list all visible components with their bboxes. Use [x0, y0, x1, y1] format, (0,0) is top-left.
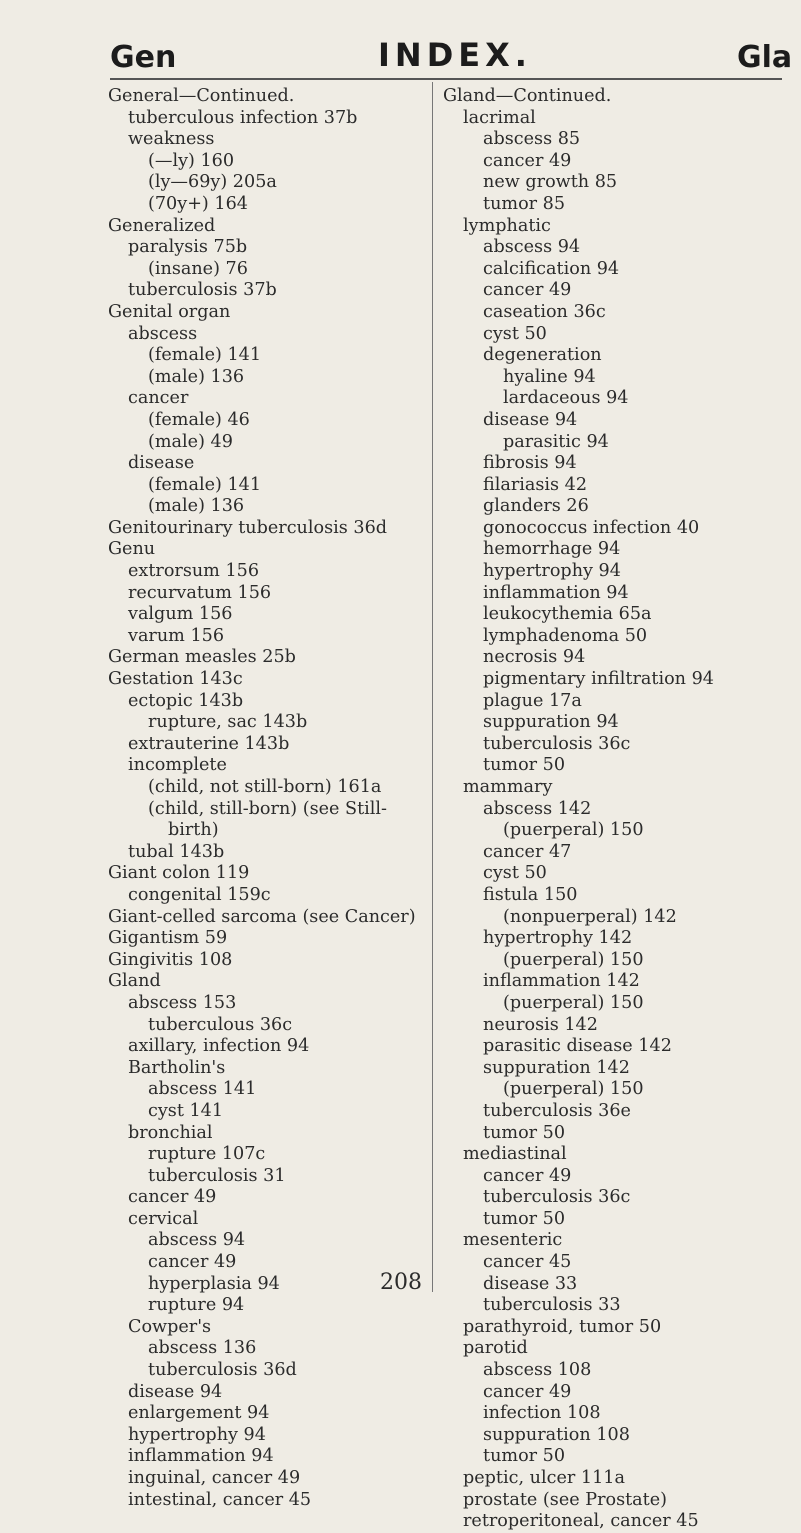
index-entry: (female) 46 — [148, 409, 250, 430]
index-entry: glanders 26 — [483, 496, 589, 517]
header-right-guide: Gla — [737, 40, 793, 75]
index-entry: gonococcus infection 40 — [483, 517, 700, 538]
index-entry: inflammation 142 — [483, 971, 640, 992]
header-rule — [110, 78, 782, 80]
index-entry: calcification 94 — [483, 258, 620, 279]
index-entry: (child, not still-born) 161a — [148, 777, 382, 797]
index-entry: Gingivitis 108 — [108, 949, 233, 970]
index-entry: cancer 49 — [483, 150, 572, 171]
index-entry: paralysis 75b — [128, 237, 248, 258]
index-entry: (—ly) 160 — [148, 150, 235, 171]
index-entry: incomplete — [128, 755, 227, 776]
index-entry: abscess 85 — [483, 129, 581, 150]
index-entry: mediastinal — [463, 1144, 567, 1165]
index-entry: abscess 142 — [483, 798, 592, 819]
index-entry: neurosis 142 — [483, 1014, 598, 1035]
index-entry: cancer — [128, 388, 189, 409]
index-entry: cyst 50 — [483, 323, 547, 344]
index-entry: retroperitoneal, cancer 45 — [463, 1511, 699, 1532]
index-entry: hypertrophy 94 — [483, 561, 621, 582]
header-left-guide: Gen — [110, 40, 177, 75]
index-entry: disease — [128, 453, 195, 474]
index-entry: (insane) 76 — [148, 258, 248, 279]
page-header — [0, 0, 801, 80]
index-entry: Bartholin's — [128, 1057, 226, 1078]
index-entry: inguinal, cancer 49 — [128, 1468, 301, 1488]
index-entry: (child, still-born) (see Still- — [148, 798, 387, 819]
index-entry: congenital 159c — [128, 884, 271, 905]
index-entry: parotid — [463, 1338, 528, 1359]
index-entry: abscess 94 — [483, 237, 581, 258]
index-entry: new growth 85 — [483, 172, 618, 193]
index-entry: recurvatum 156 — [128, 582, 272, 603]
index-entry: mesenteric — [463, 1230, 563, 1251]
index-entry: extrauterine 143b — [128, 733, 290, 754]
index-entry: disease 94 — [128, 1381, 223, 1402]
index-entry: (puerperal) 150 — [503, 992, 644, 1013]
index-entry: fistula 150 — [483, 884, 578, 905]
index-entry: necrosis 94 — [483, 647, 586, 668]
index-entry: (ly—69y) 205a — [148, 172, 277, 193]
index-entry: inflammation 94 — [128, 1446, 274, 1467]
index-entry: hyaline 94 — [503, 366, 596, 387]
index-entry: tuberculous 36c — [148, 1014, 293, 1035]
index-entry: tumor 50 — [483, 1208, 566, 1229]
index-entry: (male) 136 — [148, 366, 245, 387]
index-entry: tumor 85 — [483, 193, 566, 214]
page-number: 208 — [380, 1270, 422, 1295]
index-entry: hypertrophy 142 — [483, 928, 633, 949]
index-entry: cancer 49 — [148, 1252, 237, 1273]
index-entry: cyst 50 — [483, 863, 547, 884]
index-entry: peptic, ulcer 111a — [463, 1468, 625, 1488]
index-entry: leukocythemia 65a — [483, 604, 652, 625]
index-entry: suppuration 108 — [483, 1424, 630, 1445]
index-entry: Gland — [108, 971, 161, 992]
index-entry: varum 156 — [128, 625, 225, 646]
index-entry: Genital organ — [108, 301, 231, 322]
index-entry: degeneration — [483, 345, 602, 366]
index-entry: filariasis 42 — [483, 474, 588, 495]
index-entry: disease 33 — [483, 1273, 578, 1294]
index-entry: hemorrhage 94 — [483, 539, 621, 560]
index-entry: tumor 50 — [483, 1122, 566, 1143]
index-entry: rupture 107c — [148, 1144, 266, 1165]
index-entry: cancer 49 — [483, 1381, 572, 1402]
index-column-right — [443, 86, 793, 1533]
index-entry: cancer 49 — [483, 280, 572, 301]
index-entry: tuberculosis 33 — [483, 1295, 621, 1316]
index-entry: (female) 141 — [148, 474, 262, 495]
index-entry: intestinal, cancer 45 — [128, 1489, 312, 1510]
index-entry: lymphadenoma 50 — [483, 625, 648, 646]
index-entry: parasitic 94 — [503, 431, 609, 452]
index-entry: mammary — [463, 777, 553, 797]
index-entry: cyst 141 — [148, 1100, 224, 1121]
index-entry: tuberculosis 36c — [483, 1187, 631, 1208]
index-entry: hypertrophy 94 — [128, 1424, 266, 1445]
index-entry: fibrosis 94 — [483, 453, 577, 474]
index-entry: cancer 49 — [483, 1165, 572, 1186]
index-entry: Cowper's — [128, 1316, 212, 1337]
index-entry: ectopic 143b — [128, 690, 244, 711]
index-entry: abscess 94 — [148, 1230, 246, 1251]
column-divider — [432, 82, 433, 1292]
index-entry: tuberculosis 37b — [128, 280, 277, 301]
index-entry: suppuration 142 — [483, 1057, 630, 1078]
index-entry: parasitic disease 142 — [483, 1036, 672, 1057]
index-entry: tuberculosis 31 — [148, 1165, 286, 1186]
index-entry: plague 17a — [483, 690, 582, 711]
index-entry: caseation 36c — [483, 301, 606, 322]
index-entry: lymphatic — [463, 215, 551, 236]
index-entry: inflammation 94 — [483, 582, 629, 603]
index-entry: (male) 49 — [148, 431, 233, 452]
index-entry: hyperplasia 94 — [148, 1273, 280, 1294]
index-entry: tumor 50 — [483, 1446, 566, 1467]
index-entry: Gigantism 59 — [108, 928, 228, 949]
index-entry: tuberculous infection 37b — [128, 107, 358, 128]
index-column-left — [108, 86, 430, 1511]
index-entry: abscess 108 — [483, 1360, 592, 1381]
index-entry: axillary, infection 94 — [128, 1036, 310, 1057]
index-entry: abscess 141 — [148, 1079, 257, 1100]
index-entry: Genitourinary tuberculosis 36d — [108, 517, 388, 538]
index-entry: enlargement 94 — [128, 1403, 270, 1424]
index-entry: cancer 45 — [483, 1252, 572, 1273]
index-entry: (70y+) 164 — [148, 193, 248, 214]
index-entry: bronchial — [128, 1122, 213, 1143]
index-entry: weakness — [128, 129, 215, 150]
index-entry: cancer 49 — [128, 1187, 217, 1208]
index-entry: (nonpuerperal) 142 — [503, 906, 677, 927]
index-entry: (puerperal) 150 — [503, 949, 644, 970]
index-entry: abscess 153 — [128, 992, 237, 1013]
header-title: INDEX. — [378, 36, 532, 74]
index-entry: German measles 25b — [108, 647, 296, 668]
index-entry: valgum 156 — [128, 604, 233, 625]
index-entry: prostate (see Prostate) — [463, 1489, 668, 1510]
index-entry: Giant-celled sarcoma (see Cancer) — [108, 906, 416, 927]
index-entry: Giant colon 119 — [108, 863, 250, 884]
index-entry: rupture 94 — [148, 1295, 245, 1316]
index-entry: disease 94 — [483, 409, 578, 430]
index-entry: cervical — [128, 1208, 199, 1229]
index-entry: abscess — [128, 323, 198, 344]
index-entry: Gland—Continued. — [443, 86, 612, 106]
index-entry: extrorsum 156 — [128, 561, 260, 582]
index-entry: (puerperal) 150 — [503, 1079, 644, 1100]
index-entry: (male) 136 — [148, 496, 245, 517]
index-entry: infection 108 — [483, 1403, 601, 1424]
index-entry: lardaceous 94 — [503, 388, 629, 409]
index-entry: (puerperal) 150 — [503, 820, 644, 841]
index-entry: cancer 47 — [483, 841, 572, 862]
index-entry: tuberculosis 36c — [483, 733, 631, 754]
index-entry: General—Continued. — [108, 86, 295, 106]
index-entry: parathyroid, tumor 50 — [463, 1316, 662, 1337]
index-entry: suppuration 94 — [483, 712, 619, 733]
index-entry: Genu — [108, 539, 156, 560]
index-entry: tumor 50 — [483, 755, 566, 776]
index-entry: rupture, sac 143b — [148, 712, 308, 733]
index-entry: birth) — [168, 820, 219, 841]
index-entry: Gestation 143c — [108, 669, 243, 690]
index-entry: tuberculosis 36d — [148, 1360, 297, 1381]
index-entry: tuberculosis 36e — [483, 1100, 631, 1121]
index-entry: abscess 136 — [148, 1338, 257, 1359]
index-entry: lacrimal — [463, 107, 536, 128]
index-entry: Generalized — [108, 215, 216, 236]
index-entry: (female) 141 — [148, 345, 262, 366]
index-entry: tubal 143b — [128, 841, 225, 862]
index-entry: pigmentary infiltration 94 — [483, 669, 714, 690]
